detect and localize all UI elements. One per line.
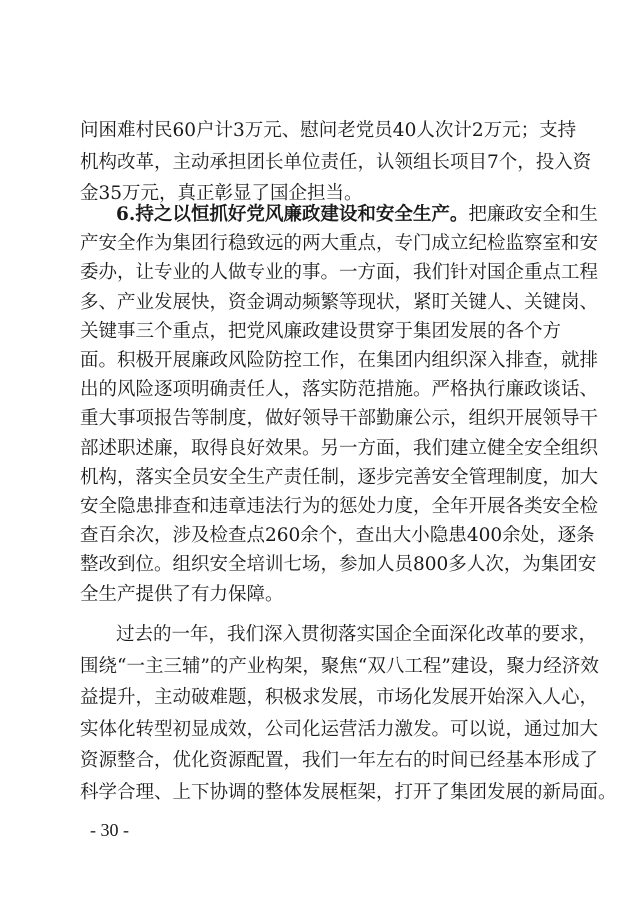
paragraph-2-line-6: 面。积极开展廉政风险防控工作，在集团内组织深入排查，就排 — [80, 350, 599, 371]
paragraph-2-line-1-rest: 把廉政安全和生 — [468, 204, 598, 225]
paragraph-2-line-9: 部述职述廉，取得良好效果。另一方面，我们建立健全安全组织 — [80, 437, 599, 459]
paragraph-3-line-3: 益提升，主动破难题，积极求发展，市场化发展开始深入人心， — [80, 687, 599, 709]
paragraph-3-line-6: 科学合理、上下协调的整体发展框架，打开了集团发展的新局面。 — [80, 782, 617, 803]
paragraph-2-line-2: 产安全作为集团行稳致远的两大重点，专门成立纪检监察室和安 — [80, 233, 599, 255]
paragraph-1-line-3: 金35万元，真正彰显了国企担当。 — [80, 183, 363, 205]
paragraph-1-line-2: 机构改革，主动承担团长单位责任，认领组长项目7个，投入资 — [80, 151, 592, 173]
paragraph-2-line-10: 机构，落实全员安全生产责任制，逐步完善安全管理制度，加大 — [80, 466, 599, 488]
paragraph-3-line-2: 围绕“一主三辅”的产业构架，聚焦“双八工程”建设，聚力经济效 — [80, 655, 599, 677]
paragraph-3-line-5: 资源整合，优化资源配置，我们一年左右的时间已经基本形成了 — [80, 750, 599, 772]
paragraph-2-line-5: 关键事三个重点，把党风廉政建设贯穿于集团发展的各个方 — [80, 320, 562, 342]
page-number: - 30 - — [90, 820, 129, 840]
paragraph-2-line-13: 整改到位。组织安全培训七场，参加人员800多人次，为集团安 — [80, 554, 597, 576]
paragraph-3-line-4: 实体化转型初显成效，公司化运营活力激发。可以说，通过加大 — [80, 718, 599, 740]
paragraph-2-line-12: 查百余次，涉及检查点260余个，查出大小隐患400余处，逐条 — [80, 525, 595, 547]
paragraph-2-line-7: 出的风险逐项明确责任人，落实防范措施。严格执行廉政谈话、 — [80, 379, 599, 401]
paragraph-2-line-14: 全生产提供了有力保障。 — [80, 583, 284, 605]
section-heading: 6.持之以恒抓好党风廉政建设和安全生产。 — [116, 204, 469, 225]
paragraph-2-line-11: 安全隐患排查和违章违法行为的惩处力度，全年开展各类安全检 — [80, 496, 599, 517]
paragraph-2-line-8: 重大事项报告等制度，做好领导干部勤廉公示，组织开展领导干 — [80, 408, 599, 430]
paragraph-1-line-1: 问困难村民60户计3万元、慰问老党员40人次计2万元；支持 — [80, 120, 577, 141]
paragraph-2-line-4: 多、产业发展快，资金调动频繁等现状，紧盯关键人、关键岗、 — [80, 291, 599, 313]
paragraph-2-line-1 — [116, 200, 598, 230]
paragraph-2-line-3: 委办，让专业的人做专业的事。一方面，我们针对国企重点工程 — [80, 262, 599, 284]
paragraph-3-line-1: 过去的一年，我们深入贯彻落实国企全面深化改革的要求， — [116, 624, 598, 645]
